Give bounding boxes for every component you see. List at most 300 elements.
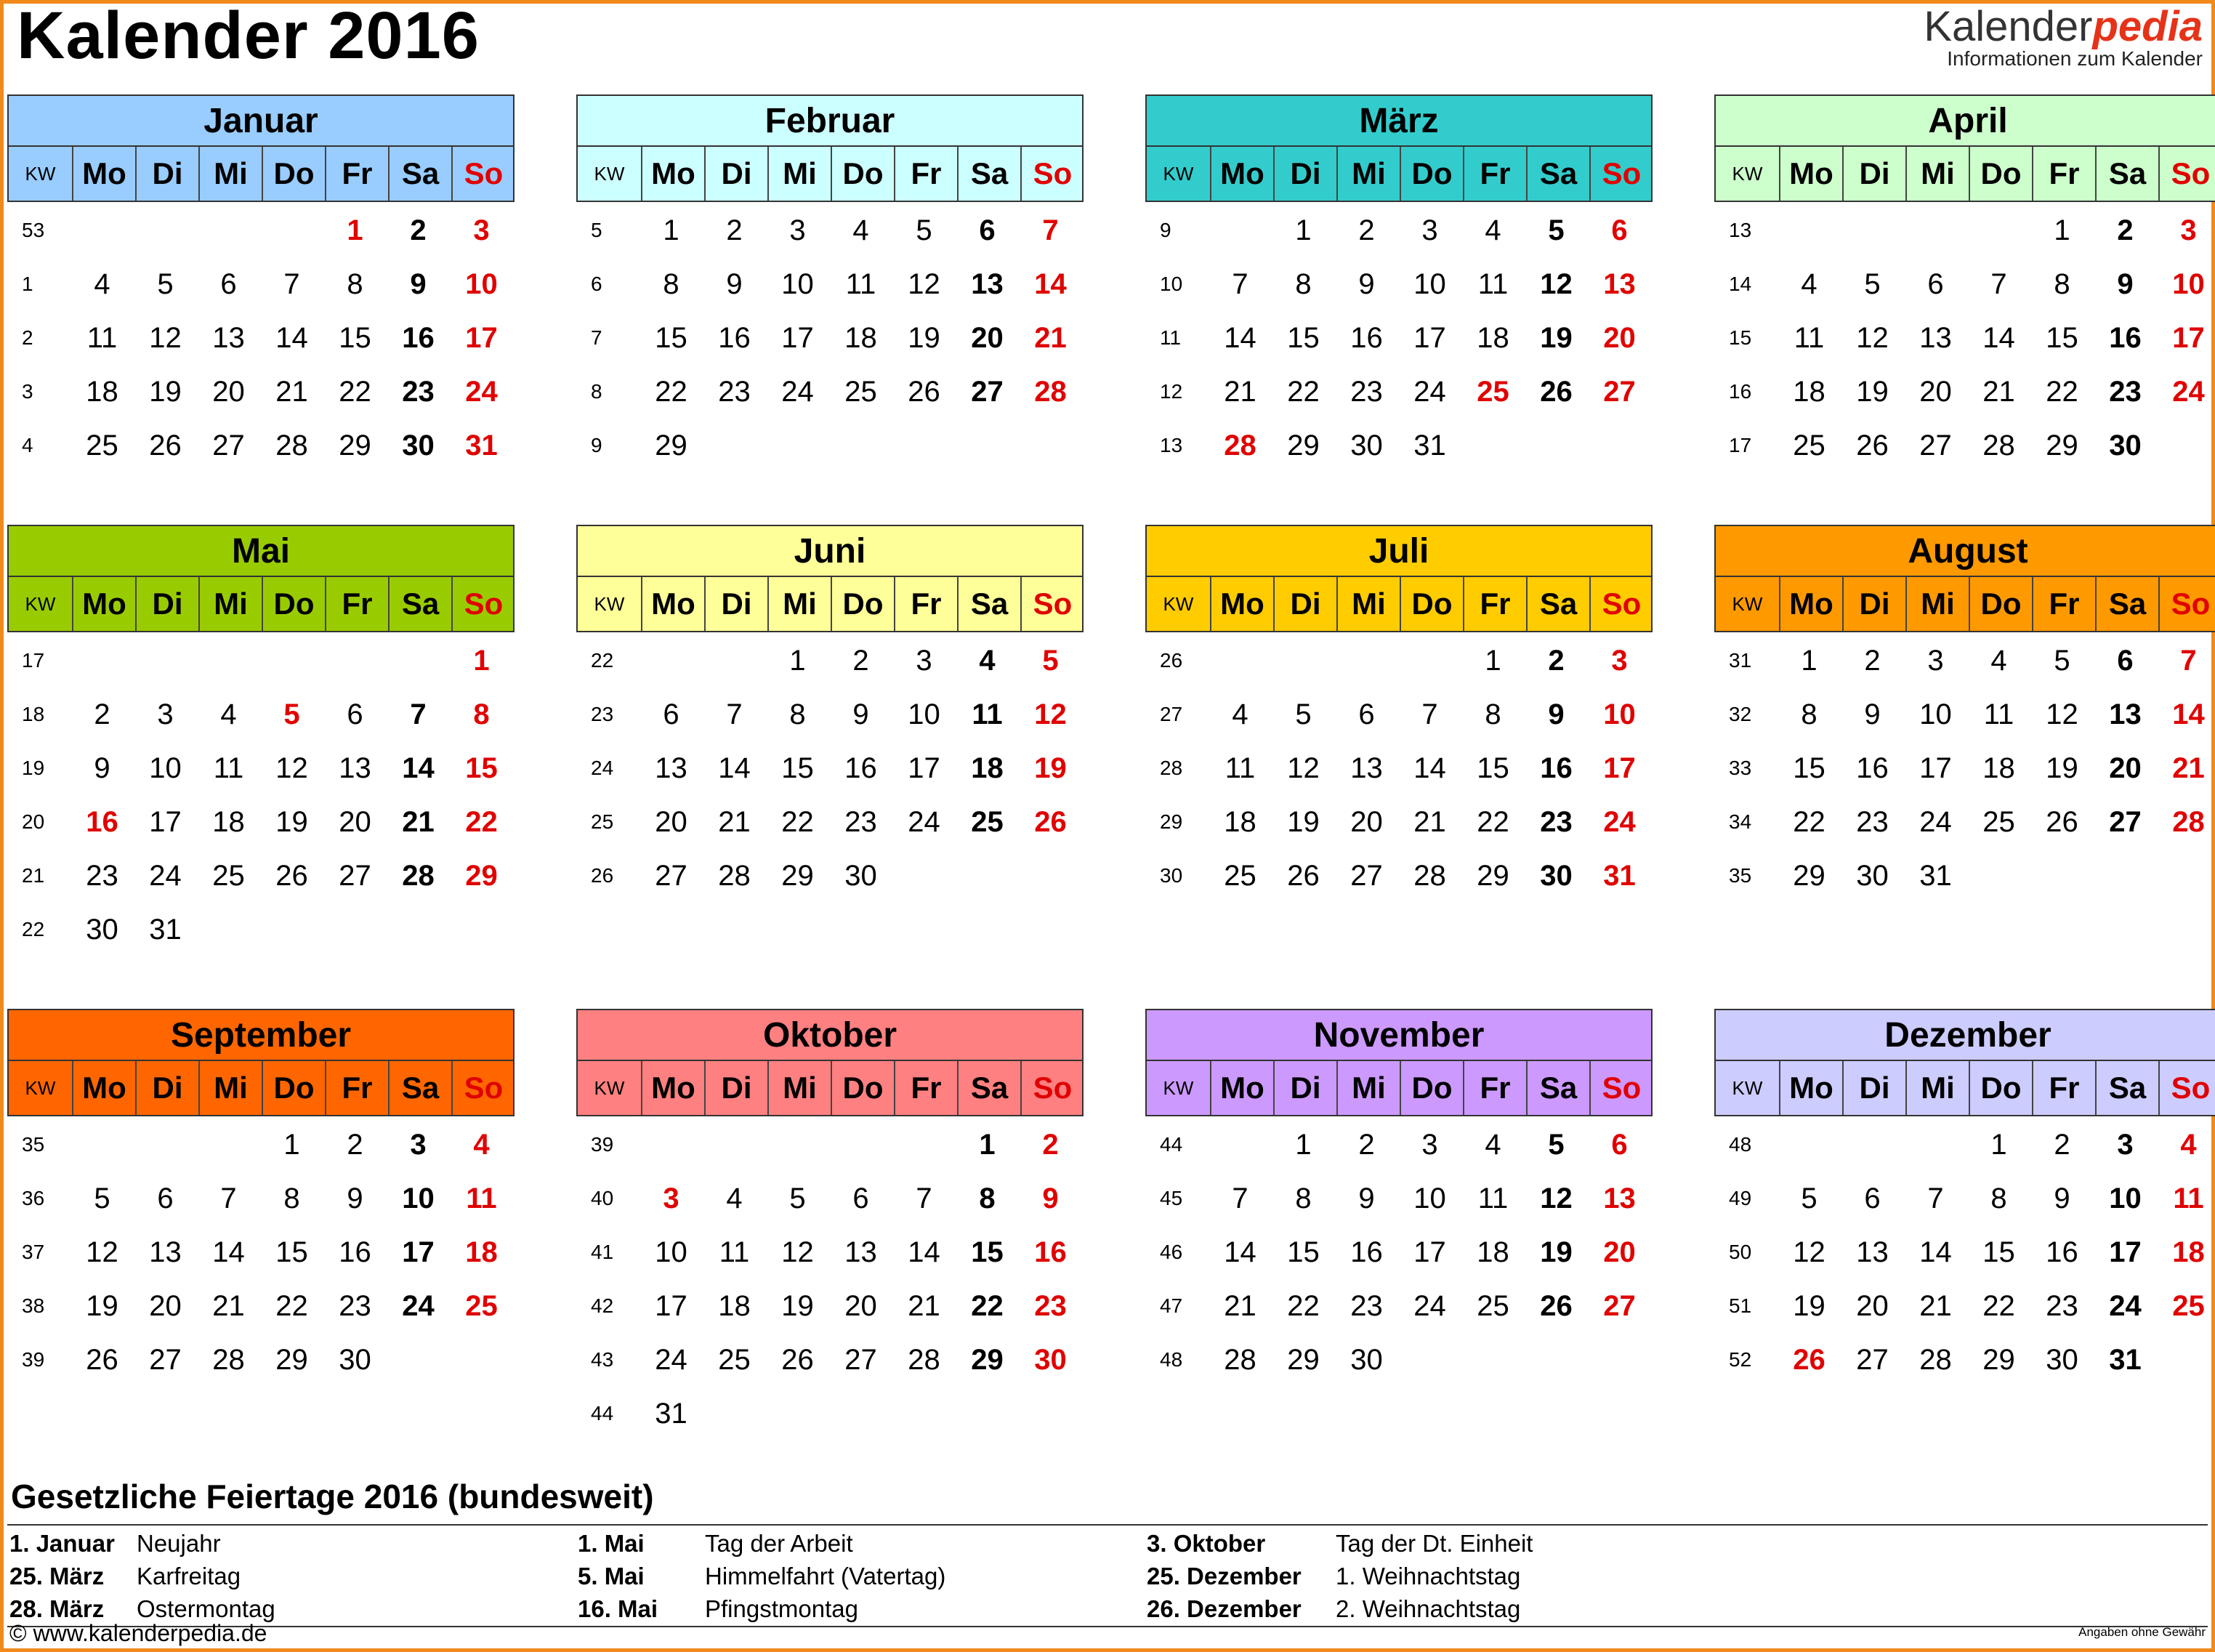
day-cell: 27 <box>212 429 245 462</box>
day-cell: 17 <box>465 321 498 354</box>
day-cell: 5 <box>2054 644 2070 677</box>
day-cell: 5 <box>916 214 932 246</box>
week-row <box>1145 365 1653 419</box>
day-cell: 6 <box>1611 1128 1628 1161</box>
day-cell: 2 <box>2054 1128 2070 1161</box>
week-number: 30 <box>1160 864 1183 887</box>
day-empty <box>1967 204 2030 257</box>
day-cell: 23 <box>86 859 118 892</box>
weekday-so: So <box>451 1061 515 1115</box>
weekday-fr: Fr <box>894 1061 957 1115</box>
day-cell: 21 <box>718 805 751 838</box>
day-empty <box>1398 634 1461 688</box>
day-cell: 22 <box>275 1289 308 1322</box>
week-row <box>1714 204 2215 257</box>
weekday-fr: Fr <box>325 577 388 631</box>
day-cell: 3 <box>1927 644 1944 677</box>
day-cell: 11 <box>213 752 244 784</box>
weekday-header-row <box>1145 147 1653 202</box>
day-cell: 8 <box>2054 267 2070 300</box>
weekday-mi: Mi <box>1336 1061 1400 1115</box>
day-cell: 18 <box>1477 1236 1509 1268</box>
day-cell: 23 <box>718 375 751 408</box>
week-row <box>1145 1118 1653 1172</box>
day-cell: 17 <box>1603 752 1636 784</box>
day-empty <box>260 903 323 956</box>
holiday-cell: 26 <box>1793 1343 1825 1376</box>
day-empty <box>640 634 703 688</box>
day-empty <box>1461 1333 1525 1387</box>
week-number: 20 <box>22 810 45 833</box>
day-cell: 22 <box>1793 805 1825 838</box>
week-number: 9 <box>591 434 602 456</box>
holiday-cell: 1 <box>347 214 363 246</box>
day-cell: 18 <box>1477 321 1509 354</box>
month-weeks <box>576 1118 1084 1441</box>
week-row <box>1145 1279 1653 1333</box>
day-cell: 13 <box>2109 698 2142 730</box>
day-cell: 1 <box>1295 1128 1312 1161</box>
day-cell: 22 <box>1982 1289 2015 1322</box>
day-cell: 10 <box>908 698 940 730</box>
day-cell: 17 <box>2109 1236 2142 1268</box>
day-cell: 2 <box>1042 1128 1059 1161</box>
day-cell: 18 <box>971 752 1004 784</box>
holiday-name: Tag der Dt. Einheit <box>1336 1529 1533 1557</box>
day-cell: 22 <box>655 375 687 408</box>
day-cell: 3 <box>1421 1128 1438 1161</box>
day-cell: 12 <box>1856 321 1889 354</box>
day-cell: 21 <box>1224 1289 1256 1322</box>
week-number: 43 <box>591 1348 614 1371</box>
weekday-kw: KW <box>594 162 625 185</box>
day-cell: 15 <box>275 1236 308 1268</box>
day-cell: 13 <box>149 1236 182 1268</box>
month-weeks <box>576 634 1084 903</box>
day-empty <box>260 634 323 688</box>
day-cell: 6 <box>347 698 363 730</box>
week-row <box>7 419 515 472</box>
holiday-column <box>1147 1527 1533 1625</box>
day-cell: 19 <box>1856 375 1889 408</box>
weekday-di: Di <box>1273 577 1336 631</box>
day-cell: 28 <box>402 859 435 892</box>
day-cell: 29 <box>1287 429 1320 462</box>
day-cell: 26 <box>2046 805 2078 838</box>
week-row <box>1714 1172 2215 1225</box>
day-cell: 25 <box>1982 805 2015 838</box>
day-empty <box>1335 634 1398 688</box>
weekday-sa: Sa <box>2095 1061 2158 1115</box>
weekday-mi: Mi <box>1905 147 1969 201</box>
day-cell: 20 <box>339 805 371 838</box>
week-number: 27 <box>1160 703 1183 725</box>
day-cell: 5 <box>1042 644 1059 677</box>
day-cell: 23 <box>1350 1289 1383 1322</box>
day-empty <box>1841 1118 1904 1172</box>
day-cell: 15 <box>1477 752 1509 784</box>
weekday-mo: Mo <box>1210 147 1273 201</box>
day-cell: 25 <box>86 429 118 462</box>
day-cell: 16 <box>1540 752 1573 784</box>
day-cell: 29 <box>1793 859 1825 892</box>
week-number: 8 <box>591 380 602 403</box>
day-cell: 8 <box>789 698 806 730</box>
day-cell: 2 <box>1358 1128 1375 1161</box>
month-dezember <box>1714 1009 2215 1387</box>
weekday-fr: Fr <box>1463 147 1526 201</box>
weekday-mi: Mi <box>1905 577 1969 631</box>
day-cell: 1 <box>979 1128 996 1161</box>
day-cell: 31 <box>655 1397 687 1430</box>
holiday-cell: 16 <box>86 805 118 838</box>
day-cell: 26 <box>1034 805 1067 838</box>
day-cell: 29 <box>655 429 687 462</box>
weekday-kw: KW <box>1732 592 1763 615</box>
day-cell: 12 <box>2046 698 2078 730</box>
day-cell: 12 <box>1540 267 1573 300</box>
month-märz <box>1145 94 1653 472</box>
month-weeks <box>1145 634 1653 903</box>
day-cell: 25 <box>971 805 1004 838</box>
day-cell: 6 <box>2117 644 2134 677</box>
day-empty <box>1967 849 2030 903</box>
day-empty <box>1904 204 1967 257</box>
page-title: Kalender 2016 <box>17 0 480 73</box>
day-cell: 12 <box>1034 698 1067 730</box>
day-cell: 18 <box>2172 1236 2205 1268</box>
weekday-di: Di <box>135 147 198 201</box>
week-row <box>1714 311 2215 365</box>
week-number: 26 <box>1160 649 1183 672</box>
day-cell: 21 <box>402 805 435 838</box>
day-cell: 13 <box>1350 752 1383 784</box>
month-weeks <box>576 204 1084 472</box>
day-cell: 1 <box>1485 644 1501 677</box>
day-empty <box>892 419 956 472</box>
week-number: 11 <box>1160 326 1182 349</box>
day-cell: 7 <box>1990 267 2007 300</box>
day-cell: 23 <box>1034 1289 1067 1322</box>
day-cell: 29 <box>339 429 371 462</box>
day-cell: 21 <box>1919 1289 1952 1322</box>
week-row <box>576 849 1084 903</box>
weekday-sa: Sa <box>1526 577 1589 631</box>
day-cell: 24 <box>2172 375 2205 408</box>
day-cell: 26 <box>908 375 940 408</box>
day-cell: 4 <box>2180 1128 2197 1161</box>
month-name: September <box>7 1009 515 1061</box>
day-cell: 2 <box>726 214 743 246</box>
week-row <box>7 311 515 365</box>
day-cell: 7 <box>283 267 300 300</box>
day-empty <box>956 849 1019 903</box>
day-empty <box>134 634 197 688</box>
month-september <box>7 1009 515 1387</box>
week-number: 48 <box>1160 1348 1183 1371</box>
day-cell: 13 <box>1603 1182 1636 1214</box>
weekday-kw: KW <box>25 592 56 615</box>
week-number: 32 <box>1729 703 1752 725</box>
day-empty <box>70 204 134 257</box>
day-cell: 30 <box>1350 1343 1383 1376</box>
month-august <box>1714 525 2215 903</box>
day-cell: 20 <box>212 375 245 408</box>
weekday-do: Do <box>1969 147 2032 201</box>
day-cell: 29 <box>971 1343 1004 1376</box>
day-cell: 24 <box>149 859 182 892</box>
holiday-date: 25. März <box>9 1562 105 1589</box>
day-empty <box>1588 419 1651 472</box>
month-weeks <box>7 634 515 956</box>
day-empty <box>1461 419 1525 472</box>
week-row <box>576 1225 1084 1279</box>
weekday-sa: Sa <box>957 577 1020 631</box>
day-cell: 2 <box>852 644 869 677</box>
weekday-mi: Mi <box>767 147 831 201</box>
day-cell: 2 <box>1864 644 1881 677</box>
weekday-di: Di <box>704 147 767 201</box>
day-cell: 27 <box>1603 375 1636 408</box>
day-cell: 15 <box>465 752 498 784</box>
day-empty <box>703 1387 766 1441</box>
day-cell: 17 <box>1413 1236 1446 1268</box>
day-empty <box>892 1387 956 1441</box>
day-cell: 8 <box>663 267 679 300</box>
month-juli <box>1145 525 1653 903</box>
week-number: 7 <box>591 326 602 349</box>
day-cell: 16 <box>339 1236 371 1268</box>
day-cell: 27 <box>1856 1343 1889 1376</box>
day-cell: 27 <box>1350 859 1383 892</box>
day-cell: 17 <box>149 805 182 838</box>
day-cell: 14 <box>212 1236 245 1268</box>
day-cell: 5 <box>94 1182 110 1214</box>
day-cell: 3 <box>2180 214 2197 246</box>
day-empty <box>766 1118 829 1172</box>
weekday-header-row <box>7 147 515 202</box>
week-number: 14 <box>1729 273 1752 295</box>
day-cell: 19 <box>781 1289 814 1322</box>
week-row <box>576 365 1084 419</box>
day-cell: 28 <box>1224 1343 1256 1376</box>
day-cell: 24 <box>1603 805 1636 838</box>
day-cell: 28 <box>718 859 751 892</box>
week-row <box>1714 634 2215 688</box>
holiday-row <box>9 1527 275 1560</box>
week-row <box>1145 1172 1653 1225</box>
day-cell: 30 <box>402 429 435 462</box>
day-cell: 27 <box>971 375 1004 408</box>
day-empty <box>1778 204 1841 257</box>
day-cell: 5 <box>1864 267 1881 300</box>
week-number: 40 <box>591 1187 614 1209</box>
day-cell: 20 <box>1350 805 1383 838</box>
day-cell: 19 <box>1034 752 1067 784</box>
day-cell: 22 <box>1287 375 1320 408</box>
week-row <box>7 1118 515 1172</box>
day-cell: 10 <box>465 267 498 300</box>
day-cell: 13 <box>655 752 687 784</box>
week-number: 46 <box>1160 1241 1183 1263</box>
day-empty <box>703 634 766 688</box>
day-cell: 19 <box>149 375 182 408</box>
day-cell: 19 <box>86 1289 118 1322</box>
day-cell: 19 <box>1793 1289 1825 1322</box>
weekday-do: Do <box>831 147 894 201</box>
day-cell: 13 <box>844 1236 877 1268</box>
day-empty <box>387 634 450 688</box>
day-cell: 11 <box>1224 752 1256 784</box>
week-number: 22 <box>591 649 614 672</box>
holiday-column <box>578 1527 945 1625</box>
week-number: 4 <box>22 434 33 456</box>
week-number: 21 <box>22 864 45 887</box>
day-cell: 17 <box>2172 321 2205 354</box>
week-row <box>1145 204 1653 257</box>
day-cell: 22 <box>971 1289 1004 1322</box>
day-cell: 9 <box>347 1182 363 1214</box>
holidays-title: Gesetzliche Feiertage 2016 (bundesweit) <box>11 1478 654 1515</box>
day-cell: 9 <box>1358 267 1375 300</box>
day-cell: 9 <box>2054 1182 2070 1214</box>
weekday-kw: KW <box>1163 1076 1194 1099</box>
day-cell: 14 <box>275 321 308 354</box>
week-row <box>7 849 515 903</box>
day-cell: 4 <box>1801 267 1817 300</box>
day-cell: 4 <box>220 698 237 730</box>
day-cell: 24 <box>1919 805 1952 838</box>
week-row <box>576 311 1084 365</box>
weekday-header-row <box>576 147 1084 202</box>
day-cell: 1 <box>283 1128 300 1161</box>
day-cell: 10 <box>2109 1182 2142 1214</box>
day-cell: 30 <box>1540 859 1573 892</box>
day-cell: 15 <box>1982 1236 2015 1268</box>
day-cell: 24 <box>908 805 940 838</box>
day-cell: 30 <box>1856 859 1889 892</box>
week-number: 35 <box>1729 864 1752 887</box>
day-cell: 22 <box>465 805 498 838</box>
day-cell: 14 <box>1919 1236 1952 1268</box>
day-cell: 9 <box>1548 698 1565 730</box>
holiday-date: 28. März <box>9 1595 105 1622</box>
weekday-fr: Fr <box>2032 147 2095 201</box>
month-januar <box>7 94 515 472</box>
day-empty <box>260 204 323 257</box>
day-cell: 22 <box>781 805 814 838</box>
holiday-date: 5. Mai <box>578 1562 645 1589</box>
holiday-date: 1. Mai <box>578 1529 645 1557</box>
day-cell: 8 <box>347 267 363 300</box>
weekday-fr: Fr <box>1463 1061 1526 1115</box>
day-empty <box>197 634 260 688</box>
day-cell: 8 <box>1801 698 1817 730</box>
week-row <box>1714 688 2215 741</box>
weekday-so: So <box>2158 577 2215 631</box>
day-cell: 23 <box>1540 805 1573 838</box>
weekday-do: Do <box>1969 577 2032 631</box>
week-number: 35 <box>22 1133 45 1156</box>
day-empty <box>387 903 450 956</box>
weekday-mi: Mi <box>767 577 831 631</box>
weekday-do: Do <box>262 577 325 631</box>
day-cell: 29 <box>781 859 814 892</box>
day-cell: 15 <box>1287 1236 1320 1268</box>
weekday-mo: Mo <box>1210 577 1273 631</box>
day-cell: 29 <box>1287 1343 1320 1376</box>
weekday-sa: Sa <box>957 147 1020 201</box>
day-cell: 19 <box>275 805 308 838</box>
weekday-mi: Mi <box>767 1061 831 1115</box>
day-cell: 4 <box>1232 698 1248 730</box>
month-mai <box>7 525 515 956</box>
holiday-name: Karfreitag <box>137 1562 241 1589</box>
day-cell: 25 <box>212 859 245 892</box>
week-row <box>7 1225 515 1279</box>
day-cell: 22 <box>1477 805 1509 838</box>
day-cell: 22 <box>339 375 371 408</box>
day-cell: 27 <box>2109 805 2142 838</box>
day-cell: 26 <box>1287 859 1320 892</box>
day-cell: 28 <box>1034 375 1067 408</box>
day-cell: 23 <box>2109 375 2142 408</box>
week-number: 9 <box>1160 219 1171 241</box>
day-cell: 9 <box>94 752 110 784</box>
weekday-mo: Mo <box>1779 577 1842 631</box>
month-name: Juni <box>576 525 1084 577</box>
day-cell: 15 <box>2046 321 2078 354</box>
month-weeks <box>7 1118 515 1387</box>
day-cell: 8 <box>283 1182 300 1214</box>
day-cell: 13 <box>1856 1236 1889 1268</box>
weekday-so: So <box>451 577 515 631</box>
day-cell: 6 <box>663 698 679 730</box>
week-number: 39 <box>22 1348 45 1371</box>
day-cell: 10 <box>1919 698 1952 730</box>
day-cell: 26 <box>1856 429 1889 462</box>
day-empty <box>197 1118 260 1172</box>
day-cell: 14 <box>2172 698 2205 730</box>
weekday-di: Di <box>704 1061 767 1115</box>
week-row <box>576 688 1084 741</box>
day-cell: 10 <box>402 1182 435 1214</box>
day-cell: 3 <box>1611 644 1628 677</box>
weekday-kw: KW <box>1163 162 1194 185</box>
week-row <box>576 795 1084 849</box>
day-cell: 14 <box>402 752 435 784</box>
day-cell: 7 <box>1042 214 1059 246</box>
holiday-cell: 5 <box>283 698 300 730</box>
week-row <box>576 257 1084 311</box>
day-cell: 4 <box>726 1182 743 1214</box>
day-empty <box>1019 419 1082 472</box>
day-cell: 17 <box>1919 752 1952 784</box>
week-row <box>1714 1333 2215 1387</box>
day-cell: 7 <box>726 698 743 730</box>
day-cell: 12 <box>275 752 308 784</box>
weekday-fr: Fr <box>1463 577 1526 631</box>
day-cell: 14 <box>718 752 751 784</box>
day-cell: 24 <box>465 375 498 408</box>
holiday-date: 16. Mai <box>578 1595 658 1622</box>
week-row <box>576 1279 1084 1333</box>
day-cell: 7 <box>1232 1182 1248 1214</box>
day-cell: 7 <box>220 1182 237 1214</box>
month-name: August <box>1714 525 2215 577</box>
weekday-mi: Mi <box>1905 1061 1969 1115</box>
week-row <box>1145 1225 1653 1279</box>
